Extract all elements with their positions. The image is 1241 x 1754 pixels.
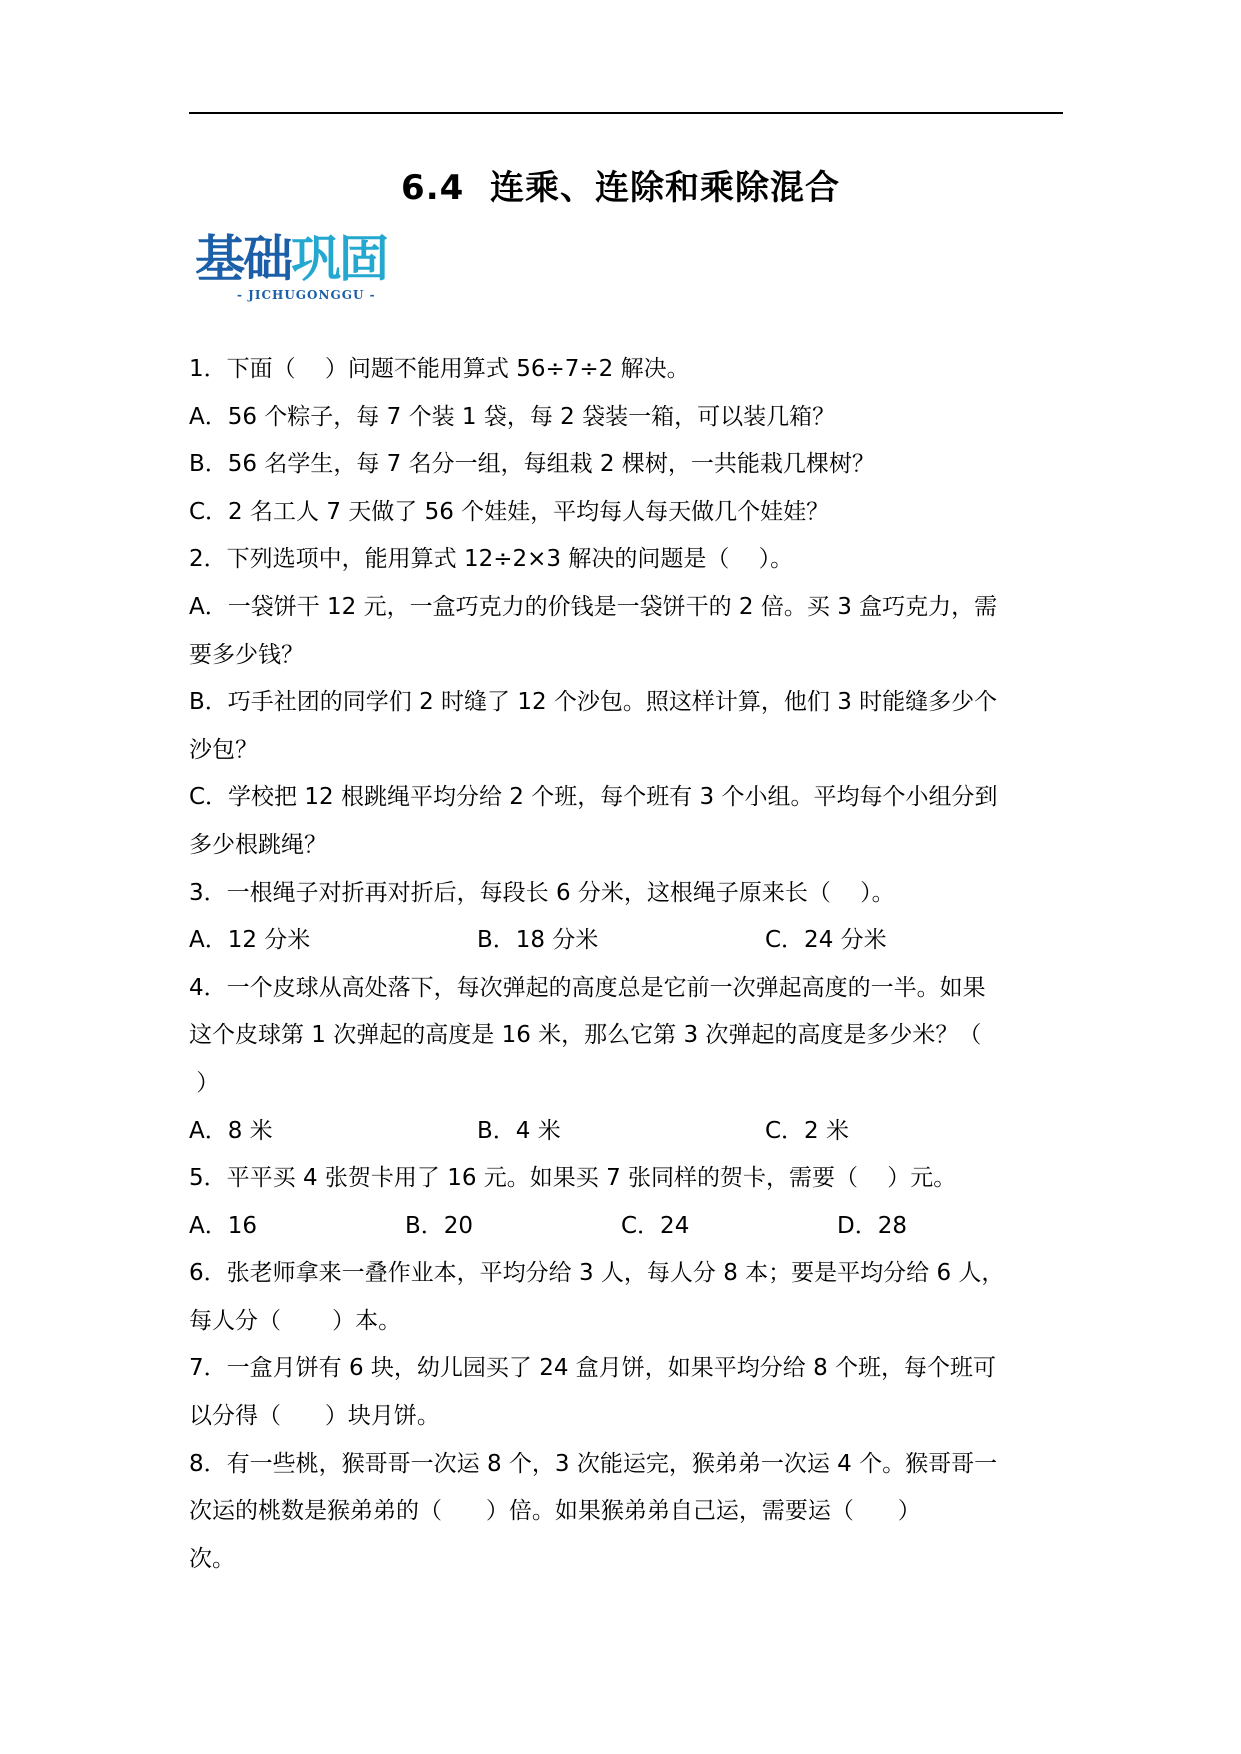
logo-subtitle: - JICHUGONGGU - <box>237 288 376 302</box>
question-4-option-c: C．2 米 <box>765 1117 850 1144</box>
question-3-stem: 3．一根绳子对折再对折后，每段长 6 分米，这根绳子原来长（ ）。 <box>189 879 895 906</box>
question-1-option-a: A．56 个粽子，每 7 个装 1 袋，每 2 袋装一箱，可以装几箱？ <box>189 403 836 430</box>
question-5-stem: 5．平平买 4 张贺卡用了 16 元。如果买 7 张同样的贺卡，需要（ ）元。 <box>189 1165 957 1192</box>
question-5-option-b: B．20 <box>405 1212 474 1239</box>
question-4-option-a: A．8 米 <box>189 1117 273 1144</box>
question-5-option-d: D．28 <box>837 1212 907 1239</box>
question-7-line1: 7．一盒月饼有 6 块，幼儿园买了 24 盒月饼，如果平均分给 8 个班，每个班可 <box>189 1355 997 1382</box>
question-1-option-b: B．56 名学生，每 7 名分一组，每组栽 2 棵树，一共能栽几棵树？ <box>189 451 875 478</box>
question-3-options <box>189 917 1069 965</box>
question-7-line2: 以分得（ ）块月饼。 <box>189 1403 440 1430</box>
question-5-option-a: A．16 <box>189 1212 258 1239</box>
question-4-stem-line2: 这个皮球第 1 次弹起的高度是 16 米，那么它第 3 次弹起的高度是多少米？（ <box>189 1022 982 1049</box>
question-2-option-b-line2: 沙包？ <box>189 736 258 763</box>
question-4-option-b: B．4 米 <box>477 1117 561 1144</box>
question-3-option-b: B．18 分米 <box>477 927 599 954</box>
question-6-line2: 每人分（ ）本。 <box>189 1307 402 1334</box>
question-2-option-c-line1: C．学校把 12 根跳绳平均分给 2 个班，每个班有 3 个小组。平均每个小组分到 <box>189 784 998 811</box>
question-4-stem-line3: ） <box>189 1069 220 1096</box>
question-1-stem: 1．下面（ ）问题不能用算式 56÷7÷2 解决。 <box>189 356 690 382</box>
header-rule <box>189 112 1063 114</box>
question-list <box>189 346 1069 1583</box>
question-8-line3: 次。 <box>189 1545 235 1572</box>
question-5-option-c: C．24 <box>621 1212 690 1239</box>
logo-main-text <box>195 230 420 288</box>
logo-text-part2: 巩固 <box>291 230 387 288</box>
question-2-stem: 2．下列选项中，能用算式 12÷2×3 解决的问题是（ ）。 <box>189 546 794 573</box>
question-6-line1: 6．张老师拿来一叠作业本，平均分给 3 人，每人分 8 本；要是平均分给 6 人， <box>189 1260 1005 1287</box>
question-3-option-c: C．24 分米 <box>765 927 887 954</box>
question-1-option-c: C．2 名工人 7 天做了 56 个娃娃，平均每人每天做几个娃娃？ <box>189 498 830 525</box>
question-2-option-b-line1: B．巧手社团的同学们 2 时缝了 12 个沙包。照这样计算，他们 3 时能缝多少个 <box>189 689 998 716</box>
question-4-stem-line1: 4．一个皮球从高处落下，每次弹起的高度总是它前一次弹起高度的一半。如果 <box>189 974 986 1001</box>
question-5-options <box>189 1203 1069 1251</box>
section-logo <box>195 230 420 306</box>
question-3-option-a: A．12 分米 <box>189 927 311 954</box>
page-title: 6.4 连乘、连除和乘除混合 <box>401 168 840 208</box>
question-2-option-a-line1: A．一袋饼干 12 元，一盒巧克力的价钱是一袋饼干的 2 倍。买 3 盒巧克力，需 <box>189 593 998 620</box>
question-2-option-c-line2: 多少根跳绳？ <box>189 831 327 858</box>
question-8-line1: 8．有一些桃，猴哥哥一次运 8 个，3 次能运完，猴弟弟一次运 4 个。猴哥哥一 <box>189 1450 998 1477</box>
logo-text-part1: 基础 <box>195 230 291 288</box>
question-2-option-a-line2: 要多少钱？ <box>189 641 304 668</box>
question-8-line2: 次运的桃数是猴弟弟的（ ）倍。如果猴弟弟自己运，需要运（ ） <box>189 1498 921 1525</box>
question-4-options <box>189 1108 1069 1156</box>
